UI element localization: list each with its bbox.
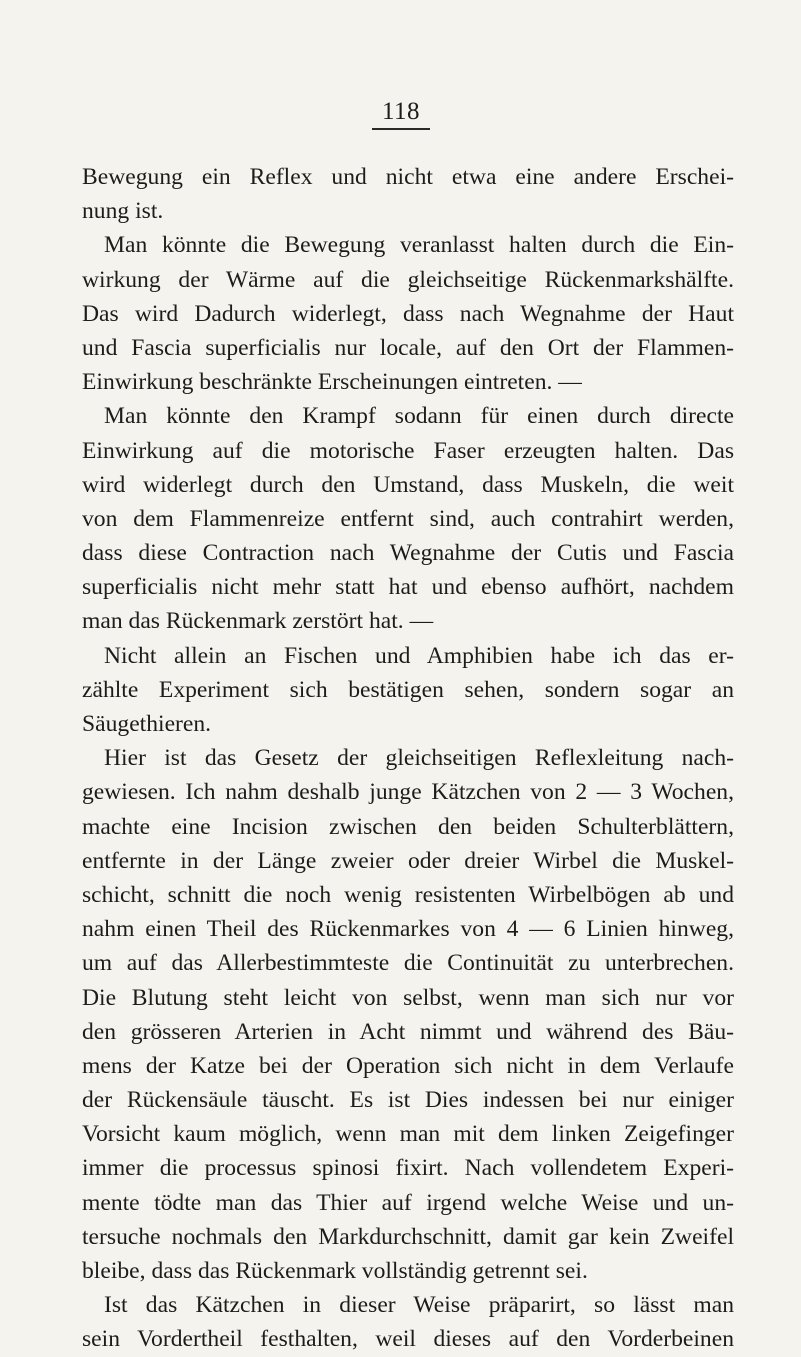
text-line: Die Blutung steht leicht von selbst, wenn man sich nur vor xyxy=(82,984,734,1011)
page-number: 118 xyxy=(381,98,421,125)
text-line: den grösseren Arterien in Acht nimmt und während des Bäu- xyxy=(82,1018,734,1045)
body-text xyxy=(82,160,734,1357)
text-line: und Fascia superficialis nur locale, auf den Ort der Flammen- xyxy=(82,334,734,361)
text-line: tersuche nochmals den Markdurchschnitt, damit gar kein Zweifel xyxy=(82,1223,734,1250)
text-line: nung ist. xyxy=(82,198,164,225)
text-line: Vorsicht kaum möglich, wenn man mit dem linken Zeigefinger xyxy=(82,1121,734,1148)
text-line: Bewegung ein Reflex und nicht etwa eine andere Erschei- xyxy=(82,164,734,190)
text-line: Ist das Kätzchen in dieser Weise präparirt, so lässt man xyxy=(104,1292,734,1319)
text-line: Man könnte den Krampf sodann für einen durch directe xyxy=(104,403,734,430)
text-line: nahm einen Theil des Rückenmarkes von 4 — 6 Linien hinweg, xyxy=(82,916,734,943)
text-line: Einwirkung auf die motorische Faser erzeugten halten. Das xyxy=(82,437,734,464)
text-line: wird widerlegt durch den Umstand, dass Muskeln, die weit xyxy=(82,471,734,498)
text-line: Nicht allein an Fischen und Amphibien habe ich das er- xyxy=(104,642,734,669)
text-line: wirkung der Wärme auf die gleichseitige Rückenmarkshälfte. xyxy=(82,266,734,293)
text-line: superficialis nicht mehr statt hat und ebenso aufhört, nachdem xyxy=(82,574,734,601)
text-line: der Rückensäule täuscht. Es ist Dies indessen bei nur einiger xyxy=(82,1087,734,1114)
text-line: man das Rückenmark zerstört hat. — xyxy=(82,608,434,635)
text-line: um auf das Allerbestimmteste die Continuität zu unterbrechen. xyxy=(82,950,734,977)
text-line: bleibe, dass das Rückenmark vollständig getrennt sei. xyxy=(82,1258,588,1284)
text-line: von dem Flammenreize entfernt sind, auch contrahirt werden, xyxy=(82,505,734,532)
text-line: machte eine Incision zwischen den beiden Schulterblättern, xyxy=(82,813,734,840)
text-line: Man könnte die Bewegung veranlasst halten durch die Ein- xyxy=(104,232,734,259)
text-line: Hier ist das Gesetz der gleichseitigen Reflexleitung nach- xyxy=(104,745,734,772)
text-line: Einwirkung beschränkte Erscheinungen eintreten. — xyxy=(82,369,582,396)
text-line: mente tödte man das Thier auf irgend welche Weise und un- xyxy=(82,1189,734,1216)
page-number-rule xyxy=(372,128,430,130)
text-line: schicht, schnitt die noch wenig resistenten Wirbelbögen ab und xyxy=(82,881,734,908)
text-line: gewiesen. Ich nahm deshalb junge Kätzchen von 2 — 3 Wochen, xyxy=(82,779,734,806)
text-line: mens der Katze bei der Operation sich nicht in dem Verlaufe xyxy=(82,1052,734,1079)
text-line: entfernte in der Länge zweier oder dreier Wirbel die Muskel- xyxy=(82,847,734,874)
text-line: zählte Experiment sich bestätigen sehen, sondern sogar an xyxy=(82,676,734,703)
text-line: Das wird Dadurch widerlegt, dass nach Wegnahme der Haut xyxy=(82,300,734,327)
text-line: sein Vordertheil festhalten, weil dieses auf den Vorderbeinen xyxy=(82,1326,734,1353)
text-line: immer die processus spinosi fixirt. Nach vollendetem Experi- xyxy=(82,1155,734,1182)
text-line: Säugethieren. xyxy=(82,711,212,737)
text-line: dass diese Contraction nach Wegnahme der Cutis und Fascia xyxy=(82,540,734,567)
